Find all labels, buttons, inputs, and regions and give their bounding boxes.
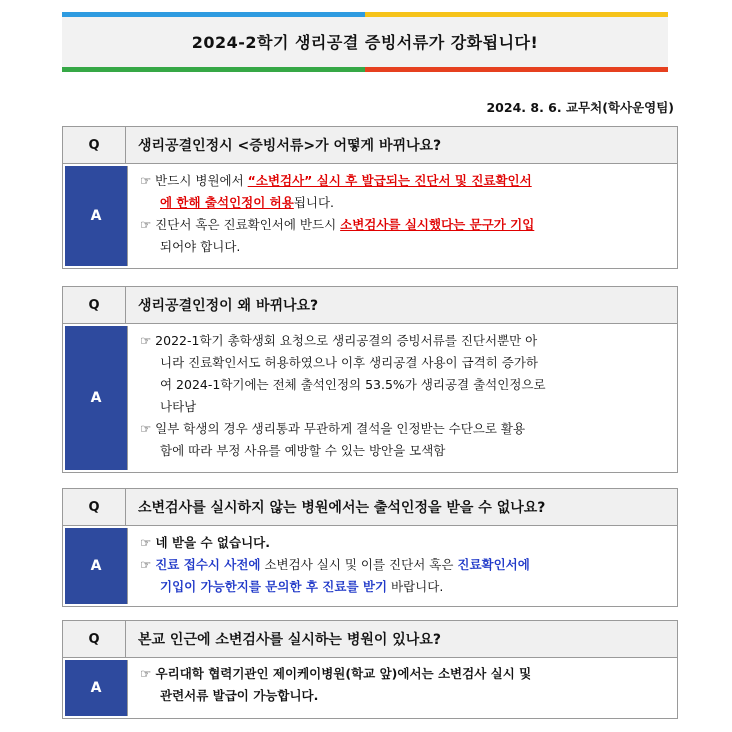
answer-highlight: 에 한해 출석인정이 허용 [160,195,294,210]
answer-line: 여 2024-1학기에는 전체 출석인정의 53.5%가 생리공결 출석인정으로 [160,377,546,392]
a-label: A [65,528,128,604]
answer-text [128,658,677,718]
dateline: 2024. 8. 6. 교무처(학사운영팀) [486,100,674,115]
banner-bar-green [62,67,365,72]
question-row [63,489,677,526]
a-label: A [65,660,128,716]
banner-bar-blue [62,12,365,17]
answer-fragment: 됩니다. [293,195,335,210]
question-row [63,127,677,164]
answer-row [63,526,677,606]
q-label: Q [63,621,126,657]
answer-line: 니라 진료확인서도 허용하였으나 이후 생리공결 사용이 급격히 증가하 [160,355,538,370]
title-banner [62,12,668,72]
answer-fragment: 바랍니다. [387,579,444,594]
qa-block-4 [62,620,678,719]
answer-highlight: 진료확인서에 [457,557,530,572]
question-text: 소변검사를 실시하지 않는 병원에서는 출석인정을 받을 수 없나요? [138,500,546,516]
question-row [63,287,677,324]
answer-highlight: “소변검사” 실시 후 발급되는 진단서 및 진료확인서 [247,173,532,188]
answer-text [128,526,677,606]
answer-fragment: 소변검사 실시 및 이를 진단서 혹은 [260,557,458,572]
answer-fragment: ☞ 반드시 병원에서 [140,173,248,188]
question-text: 생리공결인정이 왜 바뀌나요? [138,298,319,314]
answer-fragment: ☞ 진단서 혹은 진료확인서에 반드시 [140,217,341,232]
answer-line: 나타남 [160,399,197,414]
answer-text [128,324,677,472]
answer-line: 함에 따라 부정 사유를 예방할 수 있는 방안을 모색함 [160,443,446,458]
answer-highlight: 진료 접수시 사전에 [155,557,261,572]
page-title: 2024-2학기 생리공결 증빙서류가 강화됩니다! [191,33,539,52]
qa-block-3 [62,488,678,607]
a-label: A [65,326,128,470]
answer-highlight: 기입이 가능한지를 문의한 후 진료를 받기 [160,579,388,594]
a-label: A [65,166,128,266]
answer-line: ☞ 네 받을 수 없습니다. [140,535,270,550]
answer-highlight: 소변검사를 실시했다는 문구가 기입 [340,217,535,232]
answer-text [128,164,677,268]
q-label: Q [63,489,126,525]
banner-bar-red [365,67,668,72]
answer-line: ☞ 우리대학 협력기관인 제이케이병원(학교 앞)에서는 소변검사 실시 및 [140,666,532,681]
qa-block-2 [62,286,678,473]
answer-line: ☞ 일부 학생의 경우 생리통과 무관하게 결석을 인정받는 수단으로 활용 [140,421,526,436]
question-row [63,621,677,658]
banner-bar-yellow [365,12,668,17]
answer-row [63,658,677,718]
question-text: 본교 인근에 소변검사를 실시하는 병원이 있나요? [138,632,441,648]
answer-fragment: 되어야 합니다. [160,239,241,254]
answer-fragment: ☞ [140,557,156,572]
q-label: Q [63,287,126,323]
answer-row [63,324,677,472]
qa-block-1 [62,126,678,269]
answer-line: 관련서류 발급이 가능합니다. [160,688,319,703]
answer-line: ☞ 2022-1학기 총학생회 요청으로 생리공결의 증빙서류를 진단서뿐만 아 [140,333,538,348]
q-label: Q [63,127,126,163]
answer-row [63,164,677,268]
question-text: 생리공결인정시 <증빙서류>가 어떻게 바뀌나요? [138,138,442,154]
